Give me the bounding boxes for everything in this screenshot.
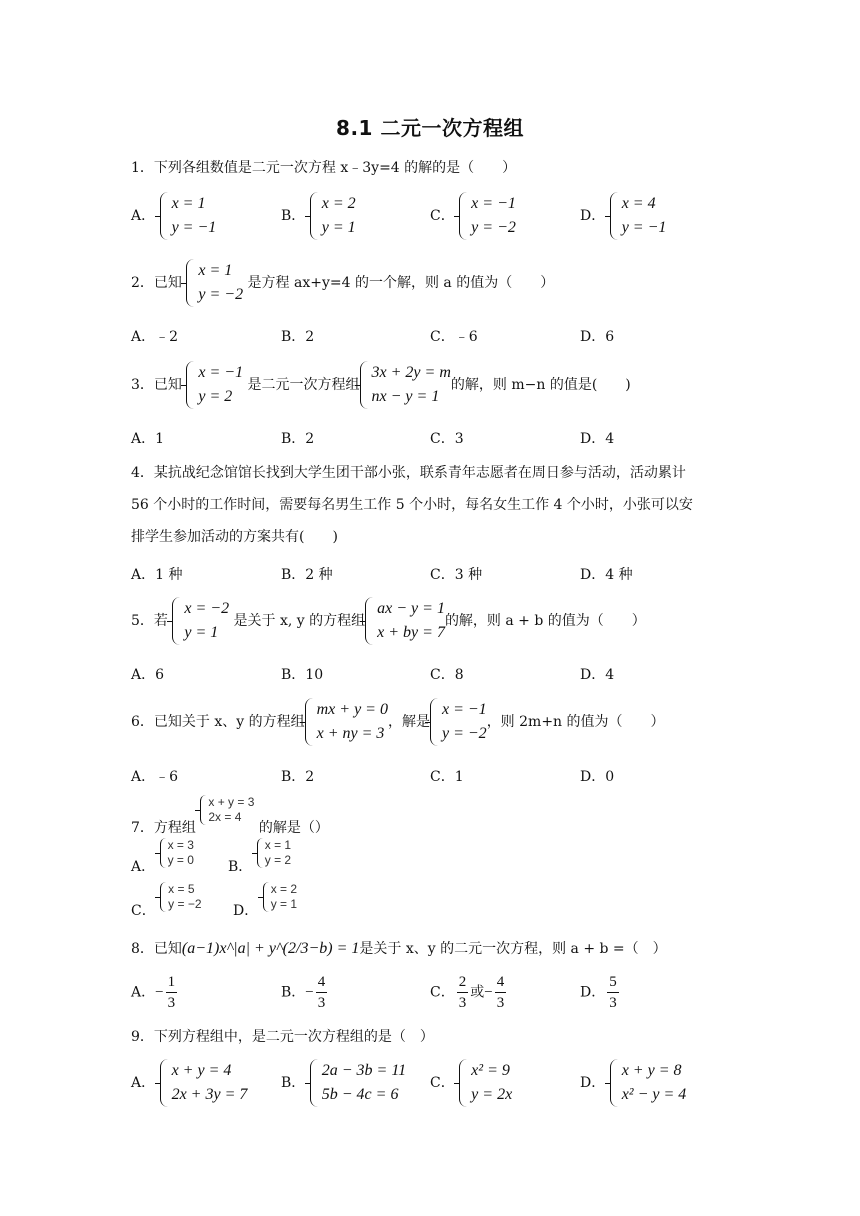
q8-option-c [430,972,508,1013]
numerator: 4 [495,972,507,993]
equation: 5b − 4c = 6 [321,1086,399,1103]
q9-option-b [281,1059,406,1107]
equation: y = 1 [184,624,219,641]
brace-icon [610,192,618,240]
q8-option-b [281,972,329,1013]
q5-option-c: C．8 [430,667,464,683]
brace-icon [305,698,313,746]
equation: y = 0 [167,853,194,867]
option-label: C． [430,1075,455,1091]
equation-system [360,361,451,409]
q7-option-c [131,882,202,919]
option-label: D． [233,903,259,919]
equation: y = −2 [441,725,487,742]
q4-option-b: B．2 种 [281,567,333,583]
equation-system [186,259,243,307]
equation-system [160,838,194,868]
denominator: 3 [496,995,505,1011]
q8-option-d [580,972,621,1013]
q2-option-b: B．2 [281,329,315,345]
equation: 2x + 3y = 7 [171,1086,248,1103]
equation-system [365,597,445,645]
q9-option-a [131,1059,247,1107]
q3-option-d: D．4 [580,431,615,447]
numerator: 2 [457,972,469,993]
option-label: B． [228,859,253,875]
q1-option-a [131,192,216,240]
q1-option-d [580,192,666,240]
question-5-prefix: 5．若 [131,613,168,629]
q2-option-c: C．﹣6 [430,329,478,345]
equation: x = 1 [264,838,292,852]
equation: y = −2 [198,286,244,303]
question-1-text: 1．下列各组数值是二元一次方程 x﹣3y=4 的解的是（ ） [131,160,517,176]
q4-option-a: A．1 种 [131,567,183,583]
equation: x = 1 [171,195,206,212]
equation: x = 3 [167,838,194,852]
equation: x + y = 3 [208,795,255,809]
equation: y = −1 [621,219,667,236]
option-label: B． [281,208,306,224]
equation: y = −2 [168,897,202,911]
or-text: 或 [470,984,485,1001]
q2-option-d: D．6 [580,329,615,345]
question-5-suffix: 的解，则 a + b 的值为（ ） [444,613,646,629]
brace-icon [459,1059,467,1107]
equation: 2a − 3b = 11 [321,1062,407,1079]
q4-option-d: D．4 种 [580,567,633,583]
q7-option-d [233,882,298,919]
question-8-suffix: 是关于 x、y 的二元一次方程，则 a + b =（ ） [359,941,667,957]
equation: x + ny = 3 [316,725,385,742]
equation: y = 2x [471,1086,513,1103]
fraction [457,972,469,1013]
option-label: C． [430,984,455,1001]
question-4-line-2: 56 个小时的工作时间，需要每名男生工作 5 个小时，每名女生工作 4 个小时，小张可以安 [131,497,693,513]
q6-option-d: D．0 [580,769,615,785]
equation: x = −1 [471,195,516,212]
equation-system [610,1059,687,1107]
equation: x + y = 4 [171,1062,232,1079]
q6-option-c: C．1 [430,769,464,785]
equation-system [305,698,388,746]
option-label: D． [580,208,606,224]
equation-system [310,192,356,240]
equation: ax − y = 1 [377,600,445,617]
minus-sign: − [305,984,314,1001]
q3-option-b: B．2 [281,431,315,447]
brace-icon [365,597,373,645]
equation: y = 1 [270,897,298,911]
equation-system [459,1059,512,1107]
question-4-line-3: 排学生参加活动的方案共有( ) [131,529,338,545]
option-label: A． [131,984,156,1001]
brace-icon [160,838,166,868]
question-5 [131,597,646,645]
denominator: 3 [458,995,467,1011]
brace-icon [160,192,168,240]
denominator: 3 [317,995,326,1011]
equation: x + y = 8 [621,1062,682,1079]
equation-system [263,882,297,912]
q3-option-c: C．3 [430,431,464,447]
equation: 2x = 4 [208,810,242,824]
option-label: C． [131,903,156,919]
equation-system [172,597,229,645]
q1-option-b [281,192,356,240]
question-2-prefix: 2．已知 [131,275,182,291]
q3-option-a: A．1 [131,431,165,447]
fraction [166,972,178,1013]
option-label: D． [580,1075,606,1091]
equation-system [310,1059,406,1107]
equation: x + by = 7 [377,624,445,641]
question-8-expression: (a−1)x^|a| + y^(2/3−b) = 1 [181,940,360,957]
fraction [316,972,328,1013]
equation: x = 1 [198,262,233,279]
equation: x = −2 [184,600,230,617]
equation: x = 5 [168,882,195,896]
q1-option-c [430,192,516,240]
brace-icon [310,192,318,240]
question-2 [131,259,554,307]
equation-system [610,192,667,240]
equation-system [160,882,201,912]
q7-option-a [131,838,194,875]
q2-option-a: A．﹣2 [131,329,179,345]
equation-system [160,1059,248,1107]
option-label: C． [430,208,455,224]
question-5-middle: 是关于 x, y 的方程组 [233,613,366,629]
q6-option-a: A．﹣6 [131,769,179,785]
brace-icon [160,1059,168,1107]
question-3-suffix: 的解，则 m−n 的值是( ) [450,377,631,393]
equation: y = 2 [198,388,233,405]
brace-icon [459,192,467,240]
equation: x = −1 [198,364,244,381]
equation: x = 2 [270,882,298,896]
question-3-prefix: 3．已知 [131,377,182,393]
denominator: 3 [609,995,617,1011]
question-2-suffix: 是方程 ax+y=4 的一个解，则 a 的值为（ ） [247,275,555,291]
brace-icon [610,1059,618,1107]
minus-sign: − [484,984,493,1001]
q9-option-c [430,1059,512,1107]
brace-icon [360,361,368,409]
option-label: B． [281,1075,306,1091]
question-9-text: 9．下列方程组中，是二元一次方程组的是（ ） [131,1029,434,1045]
equation: y = −1 [171,219,217,236]
brace-icon [186,259,194,307]
equation-system [160,192,217,240]
equation: x = 2 [321,195,356,212]
question-6 [131,698,665,746]
numerator: 5 [607,972,619,993]
equation: y = 2 [264,853,292,867]
question-7-prefix: 7．方程组 [131,820,196,836]
q9-option-d [580,1059,686,1107]
question-4-line-1: 4．某抗战纪念馆馆长找到大学生团干部小张，联系青年志愿者在周日参与活动，活动累计 [131,465,686,481]
fraction [495,972,507,1013]
equation: mx + y = 0 [316,701,388,718]
numerator: 1 [166,972,178,993]
question-8-prefix: 8．已知 [131,941,182,957]
question-8 [131,938,667,958]
option-label: D． [580,984,606,1001]
equation-system [430,698,487,746]
q8-option-a [131,972,179,1013]
question-7-suffix: 的解是（） [258,820,329,836]
brace-icon [257,838,263,868]
brace-icon [172,597,180,645]
minus-sign: − [155,984,164,1001]
brace-icon [263,882,269,912]
option-label: A． [131,859,156,875]
equation: y = 1 [321,219,356,236]
q5-option-a: A．6 [131,667,165,683]
q7-option-b [228,838,292,875]
brace-icon [160,882,166,912]
equation: x² = 9 [471,1062,510,1079]
equation-system [186,361,243,409]
equation: y = −2 [471,219,516,236]
q4-option-c: C．3 种 [430,567,483,583]
option-label: B． [281,984,306,1001]
option-label: A． [131,1075,156,1091]
question-6-prefix: 6．已知关于 x、y 的方程组 [131,714,305,730]
q5-option-b: B．10 [281,667,324,683]
equation-system [200,795,254,825]
brace-icon [430,698,438,746]
question-7 [131,795,329,836]
numerator: 4 [316,972,328,993]
q5-option-d: D．4 [580,667,615,683]
question-3 [131,361,631,409]
equation: x = −1 [441,701,487,718]
q6-option-b: B．2 [281,769,315,785]
equation: 3x + 2y = m [371,364,451,381]
page-title: 8.1 二元一次方程组 [336,116,524,140]
brace-icon [310,1059,318,1107]
question-3-middle: 是二元一次方程组 [247,377,360,393]
brace-icon [200,795,206,825]
equation: x = 4 [621,195,656,212]
brace-icon [186,361,194,409]
equation-system [459,192,516,240]
question-6-middle: ，解是 [387,714,430,730]
equation: x² − y = 4 [621,1086,687,1103]
equation-system [257,838,291,868]
denominator: 3 [167,995,176,1011]
option-label: A． [131,208,156,224]
question-6-suffix: ，则 2m+n 的值为（ ） [486,714,665,730]
fraction [607,972,619,1013]
equation: nx − y = 1 [371,388,440,405]
